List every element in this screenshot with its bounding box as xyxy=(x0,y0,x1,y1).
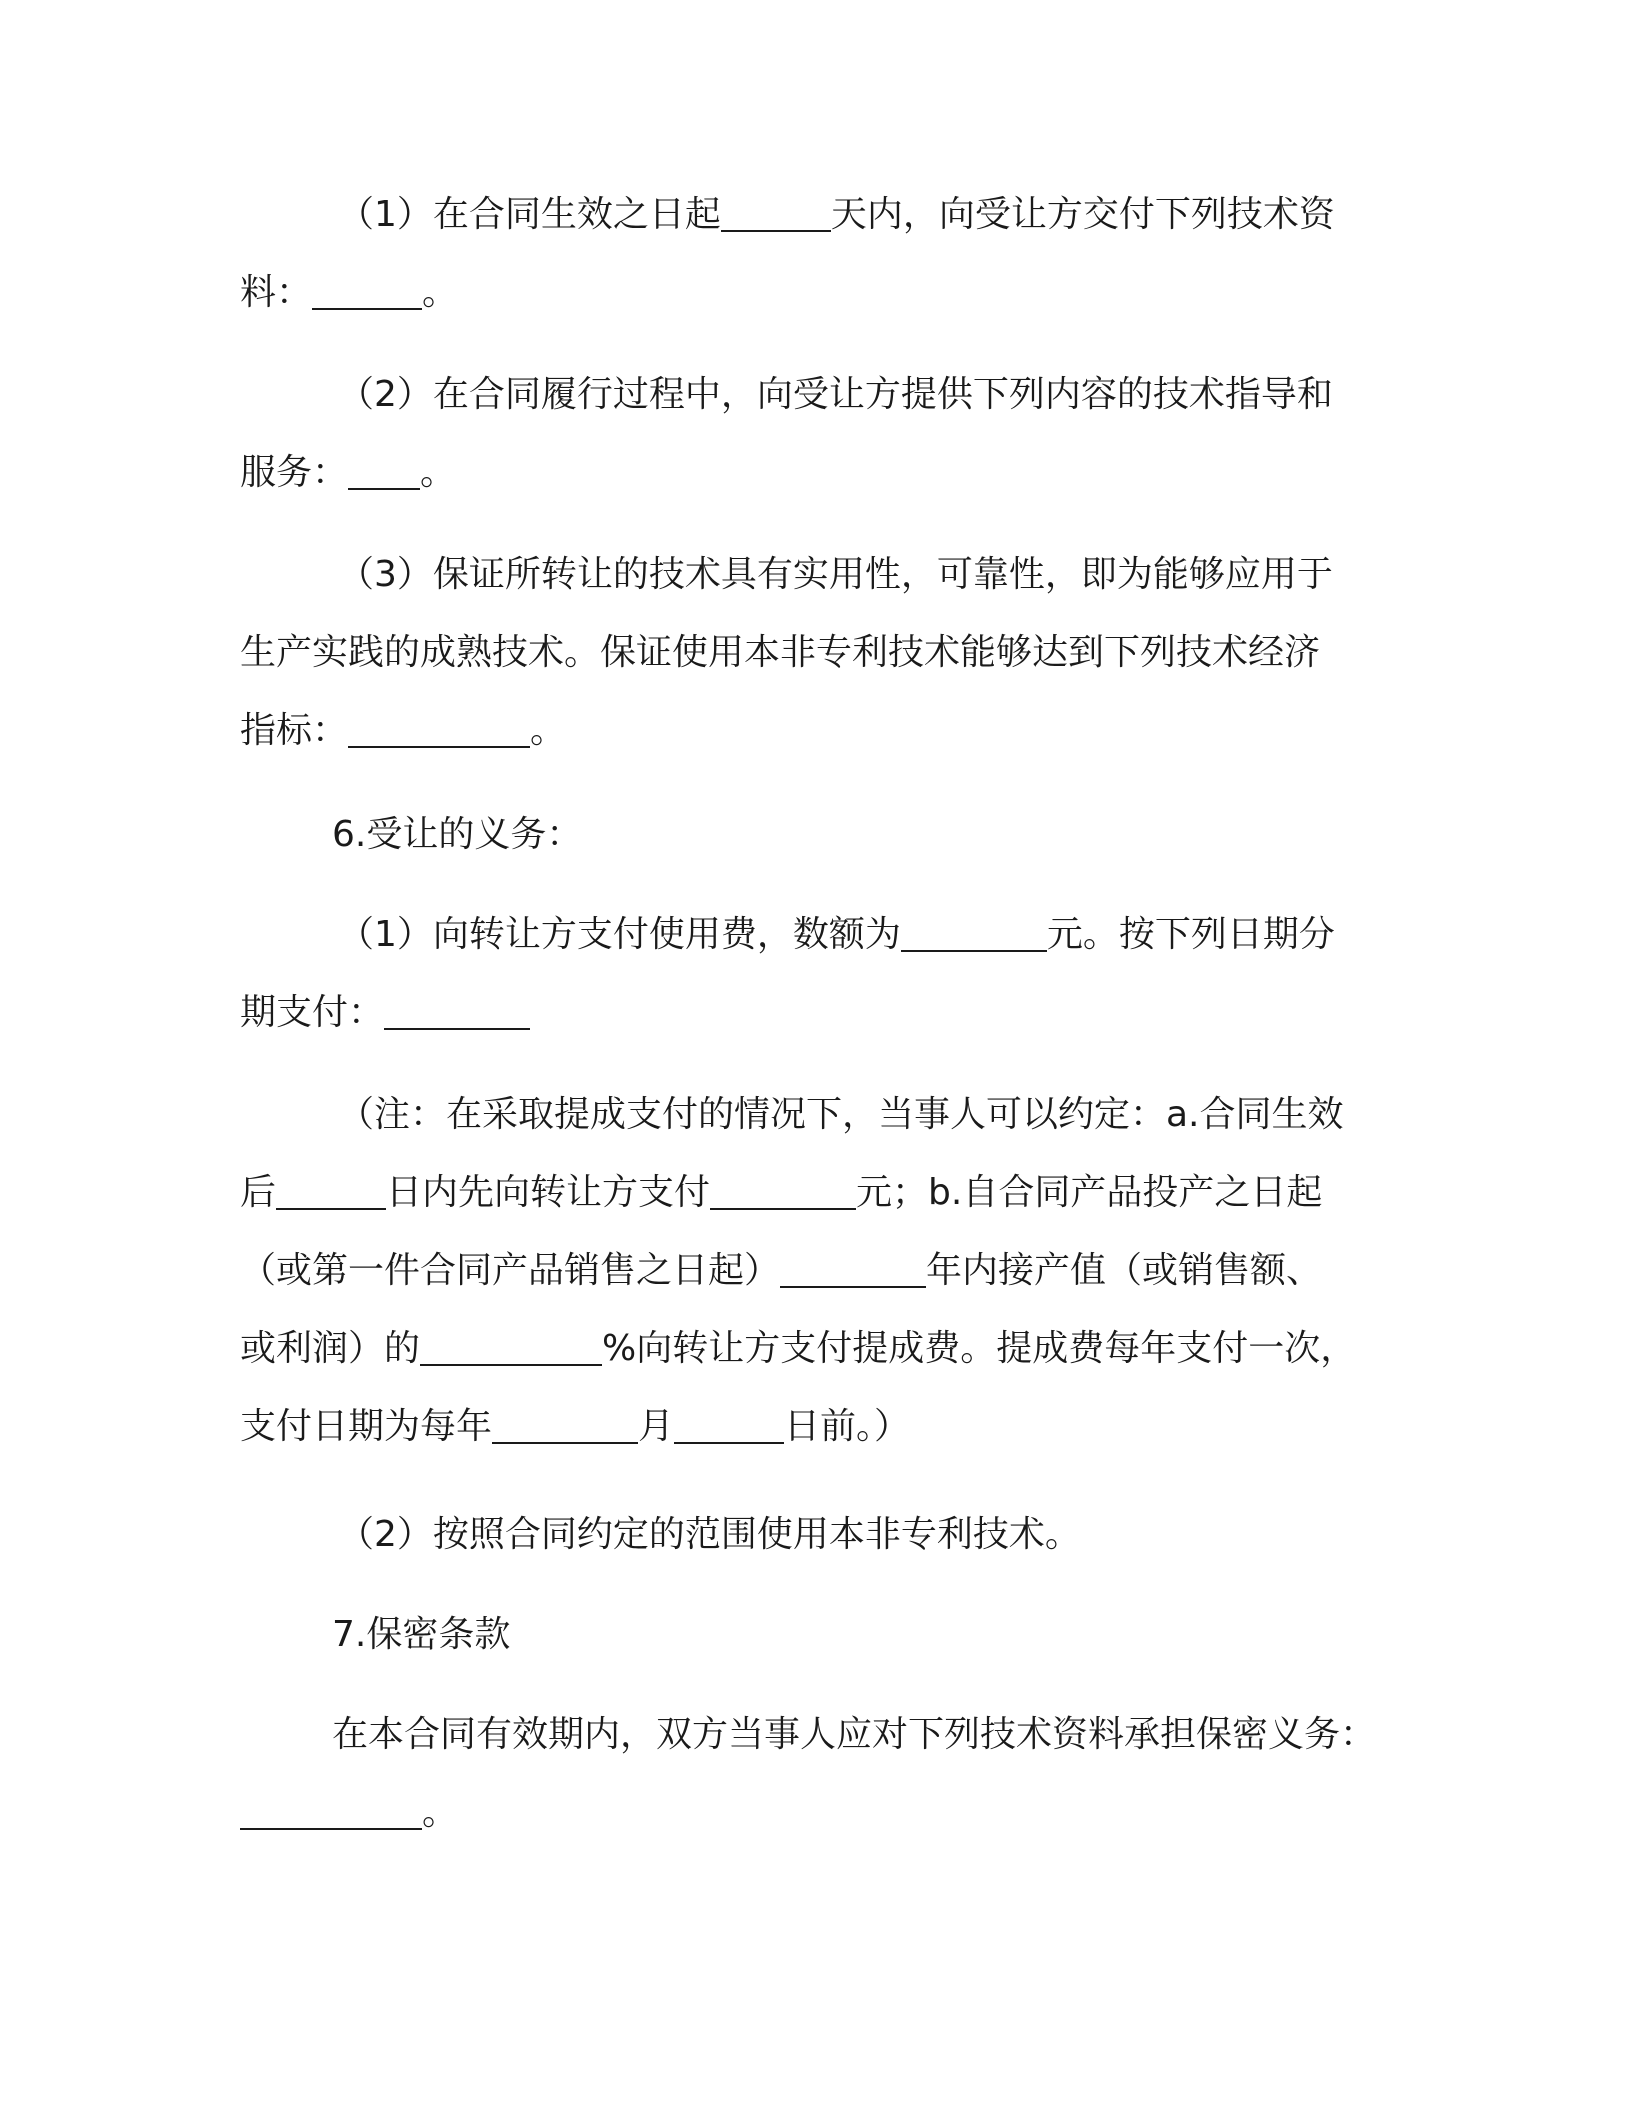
clause-line xyxy=(240,974,1380,1052)
fill-in-blank-materials[interactable] xyxy=(312,268,422,310)
clause-5-1-delivery xyxy=(240,176,1380,332)
clause-line: （2）在合同履行过程中，向受让方提供下列内容的技术指导和 xyxy=(338,374,1333,415)
fill-in-blank-month[interactable] xyxy=(492,1402,638,1444)
text-run: 期支付： xyxy=(240,992,385,1033)
fill-in-blank-amount[interactable] xyxy=(901,910,1047,952)
text-run: 。 xyxy=(420,452,457,493)
text-run: 指标： xyxy=(240,710,349,751)
fill-in-blank-installments[interactable] xyxy=(384,988,530,1030)
clause-6-1-payment xyxy=(240,896,1380,1052)
clause-line: （2）按照合同约定的范围使用本非专利技术。 xyxy=(338,1514,1081,1555)
clause-6-2-scope xyxy=(240,1496,1380,1574)
text-run: （1）向转让方支付使用费，数额为 xyxy=(338,914,901,955)
text-run: 日内先向转让方支付 xyxy=(386,1172,711,1213)
text-run: （1）在合同生效之日起 xyxy=(338,194,721,235)
text-run: （或第一件合同产品销售之日起） xyxy=(240,1250,781,1291)
clause-line xyxy=(240,1232,1380,1310)
clause-line: （注：在采取提成支付的情况下，当事人可以约定：a.合同生效 xyxy=(338,1094,1344,1135)
clause-line xyxy=(240,692,1380,770)
clause-line xyxy=(240,1388,1380,1466)
text-run: 年内接产值（或销售额、 xyxy=(926,1250,1323,1291)
clause-line xyxy=(240,434,1380,512)
fill-in-blank-indicators[interactable] xyxy=(348,706,530,748)
section-heading-7 xyxy=(240,1596,1380,1674)
text-run: 料： xyxy=(240,272,313,313)
text-run: 服务： xyxy=(240,452,349,493)
text-run: 或利润）的 xyxy=(240,1328,421,1369)
heading-text: 6.受让的义务： xyxy=(332,814,583,855)
clause-6-note xyxy=(240,1076,1380,1466)
fill-in-blank-days[interactable] xyxy=(721,190,831,232)
section-heading-6 xyxy=(240,796,1380,874)
text-run: 元。按下列日期分 xyxy=(1046,914,1335,955)
fill-in-blank-services[interactable] xyxy=(348,448,420,490)
fill-in-blank-day[interactable] xyxy=(674,1402,784,1444)
text-run: 。 xyxy=(422,272,459,313)
fill-in-blank-days[interactable] xyxy=(276,1168,386,1210)
clause-line: 在本合同有效期内，双方当事人应对下列技术资料承担保密义务： xyxy=(332,1714,1377,1755)
clause-line: 生产实践的成熟技术。保证使用本非专利技术能够达到下列技术经济 xyxy=(240,632,1321,673)
text-run: 后 xyxy=(240,1172,277,1213)
clause-line xyxy=(240,1310,1380,1388)
text-run: 支付日期为每年 xyxy=(240,1406,493,1447)
text-run: 月 xyxy=(638,1406,675,1447)
clause-line: （3）保证所转让的技术具有实用性，可靠性，即为能够应用于 xyxy=(338,554,1333,595)
text-run: 元；b.自合同产品投产之日起 xyxy=(856,1172,1323,1213)
clause-5-3-guarantee xyxy=(240,536,1380,770)
clause-line xyxy=(240,1774,1380,1852)
fill-in-blank-percent[interactable] xyxy=(420,1324,602,1366)
clause-line xyxy=(240,896,1380,974)
text-run: 。 xyxy=(422,1792,459,1833)
clause-line xyxy=(240,254,1380,332)
clause-line xyxy=(240,1154,1380,1232)
heading-text: 7.保密条款 xyxy=(332,1614,511,1655)
fill-in-blank-materials[interactable] xyxy=(240,1788,422,1830)
text-run: 日前。） xyxy=(784,1406,911,1447)
clause-7-confidentiality xyxy=(240,1696,1380,1852)
text-run: %向转让方支付提成费。提成费每年支付一次， xyxy=(602,1328,1357,1369)
clause-line xyxy=(240,176,1380,254)
fill-in-blank-years[interactable] xyxy=(780,1246,926,1288)
text-run: 天内，向受让方交付下列技术资 xyxy=(830,194,1335,235)
text-run: 。 xyxy=(530,710,567,751)
clause-5-2-guidance xyxy=(240,356,1380,512)
fill-in-blank-amount[interactable] xyxy=(710,1168,856,1210)
